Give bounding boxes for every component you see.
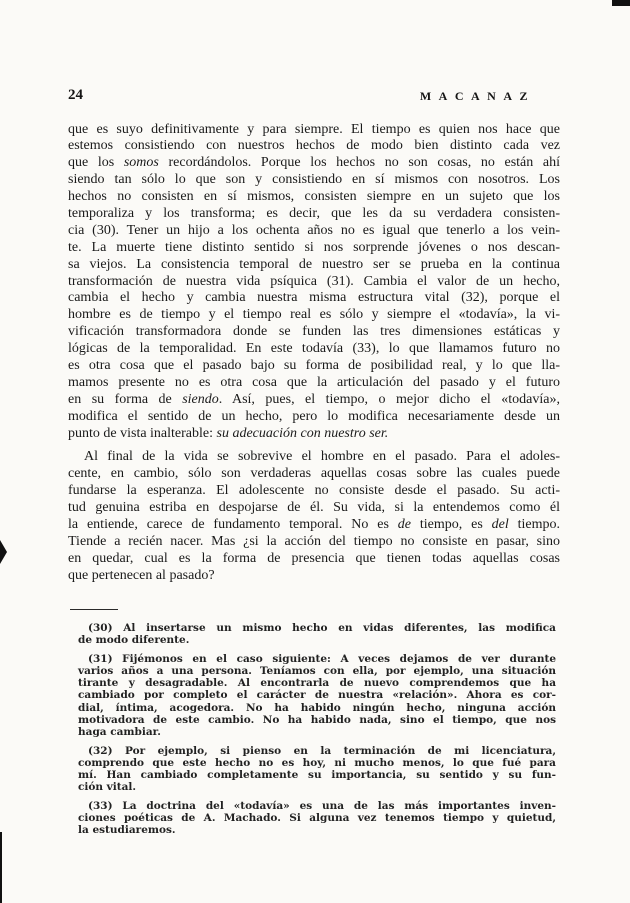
text-line [68,138,560,155]
text-segment: (30) Al insertarse un mismo hecho en vidas diferentes, las modifica [88,622,556,634]
text-line [68,206,560,223]
scan-edge-line [0,832,2,903]
scan-corner-mark [612,0,630,6]
scan-edge-mark [0,540,7,564]
text-line [78,653,556,665]
text-line [68,426,560,443]
text-segment: en quedar, cual es la forma de presencia que tienen todas aquellas cosas [68,550,560,566]
text-segment: la entiende, carece de fundamento temporal. No es [68,516,398,532]
text-line [68,324,560,341]
text-segment: hechos no consisten en sí mismos, consisten siempre en un sujeto que los [68,189,560,205]
text-segment: haga cambiar. [78,725,161,738]
text-segment: varios años a una persona. Teníamos con ella, por ejemplo, una situación [78,665,556,678]
text-segment: cia (30). Tener un hijo a los ochenta años no es igual que tenerlo a los vein- [68,222,560,238]
running-title: MACANAZ [419,89,535,103]
text-segment: lógicas de la temporalidad. En este todavía (33), lo que llamamos futuro no [68,341,560,357]
text-line [78,622,556,634]
text-segment: estemos consistiendo con nuestros hechos de modo bien distinto cada vez [68,138,560,154]
text-line [68,375,560,392]
text-segment: hombre es de tiempo y el tiempo real es sólo y siempre el «todavía», la vi- [68,307,560,323]
text-line [78,634,556,646]
text-segment: Tiende a recién nacer. Mas ¿si la acción del tiempo no consiste en pasar, sino [68,533,560,549]
text-line [78,824,556,836]
body-text [68,122,560,585]
text-segment: de modo diferente. [78,634,190,647]
text-segment: (31) Fijémonos en el caso siguiente: A veces dejamos de ver durante [88,653,556,666]
text-segment: la estudiaremos. [78,824,176,837]
text-line [68,189,560,206]
text-line [68,274,560,291]
emphasis-text: de [397,516,411,532]
footnotes [78,622,556,837]
text-segment: dial, íntima, acogedora. No ha habido ningún hecho, ninguna acción [78,701,556,714]
text-line [68,449,560,466]
text-line [68,500,560,517]
text-segment: transformación de nuestra vida psíquica (31). Cambia el valor de un hecho, [68,273,560,289]
text-segment: en su forma de [68,391,183,407]
text-line [78,812,556,824]
text-segment: tiempo, es [411,516,492,532]
text-line [68,122,560,139]
text-line [68,172,560,189]
text-line [68,358,560,375]
text-segment: tirante y desagradable. Al encontrarla de nuevo comprendemos que ha [78,677,556,690]
text-line [68,466,560,483]
text-line [68,568,560,585]
text-line [78,677,556,689]
text-line [68,240,560,257]
text-segment: que los [68,155,124,171]
text-line [78,745,556,757]
text-segment: fundarse la esperanza. El adolescente no consiste desde el pasado. Su acti- [68,483,560,499]
text-line [78,714,556,726]
text-segment: vificación transformadora donde se funden las tres dimensiones estáticas y [68,324,560,340]
text-segment: recordándolos. Porque los hechos no son cosas, no están ahí [158,155,560,171]
paragraph [68,122,560,443]
text-segment: cambia el hecho y cambia nuestra misma estructura vital (32), porque el [68,290,560,306]
text-line [78,769,556,781]
emphasis-text: del [491,516,509,532]
footnote [78,800,556,836]
text-line [78,781,556,793]
text-line [68,307,560,324]
footnote [78,745,556,793]
text-segment: Al final de la vida se sobrevive el hombre en el pasado. Para el adoles- [84,449,560,465]
emphasis-text: su adecuación con nuestro ser. [216,425,389,441]
text-segment: siendo tan sólo lo que son y consistiendo en sí mismos con nosotros. Los [68,172,560,188]
text-segment: mí. Han cambiado completamente su importancia, su sentido y su fun- [78,769,556,782]
text-line [68,290,560,307]
text-segment: (33) La doctrina del «todavía» es una de las más importantes inven- [88,800,556,813]
text-line [68,257,560,274]
text-line [78,757,556,769]
text-segment: (32) Por ejemplo, si pienso en la terminación de mi licenciatura, [88,744,556,757]
text-segment: mamos presente no es otra cosa que la articulación del pasado y el futuro [68,374,560,390]
emphasis-text: siendo [182,391,219,407]
text-segment: ción vital. [78,781,137,794]
text-segment: te. La muerte tiene distinto sentido si nos sorprende jóvenes o nos descan- [68,239,560,255]
text-segment: comprendo que este hecho no es hoy, ni mucho menos, lo que fué para [78,756,556,769]
text-segment: temporaliza y los transforma; es decir, que les da su verdadera consisten- [68,205,560,221]
text-segment: cambiado por completo el carácter de nuestra «relación». Ahora es cor- [78,689,556,702]
text-line [68,392,560,409]
text-line [78,800,556,812]
text-line [68,517,560,534]
text-segment: tiempo. [508,516,560,532]
text-line [78,702,556,714]
footnote [78,622,556,646]
text-segment: que pertenecen al pasado? [68,567,215,583]
text-segment: ciones poéticas de A. Machado. Si alguna vez tenemos tiempo y quietud, [78,812,556,825]
text-line [78,726,556,738]
text-segment: . Así, pues, el tiempo, o mejor dicho el «todavía», [218,391,560,407]
footnote-rule [70,609,118,610]
text-segment: modifica el sentido de un hecho, pero lo modifica necesariamente desde un [68,408,560,424]
page-number: 24 [68,87,83,103]
text-line [68,483,560,500]
text-line [68,534,560,551]
text-line [68,223,560,240]
text-segment: motivadora de este cambio. No ha habido nada, sino el tiempo, que nos [78,713,556,726]
footnote [78,653,556,738]
text-segment: punto de vista inalterable: [68,425,217,441]
text-line [68,409,560,426]
text-segment: tud genuina estriba en despojarse de él. Su vida, si la entendemos como él [68,500,560,516]
text-line [68,551,560,568]
text-line [68,341,560,358]
text-segment: sa viejos. La consistencia temporal de nuestro ser se prueba en la continua [68,256,560,272]
text-segment: es otra cosa que el pasado bajo su forma de posibilidad real, y lo que lla- [68,357,560,373]
text-segment: cente, en cambio, sólo son verdaderas aquellas cosas sobre las cuales puede [68,466,560,482]
text-segment: que es suyo definitivamente y para siempre. El tiempo es quien nos hace que [68,121,560,137]
paragraph [68,449,560,584]
text-line [68,155,560,172]
text-line [78,689,556,701]
emphasis-text: somos [123,155,159,171]
text-line [78,665,556,677]
